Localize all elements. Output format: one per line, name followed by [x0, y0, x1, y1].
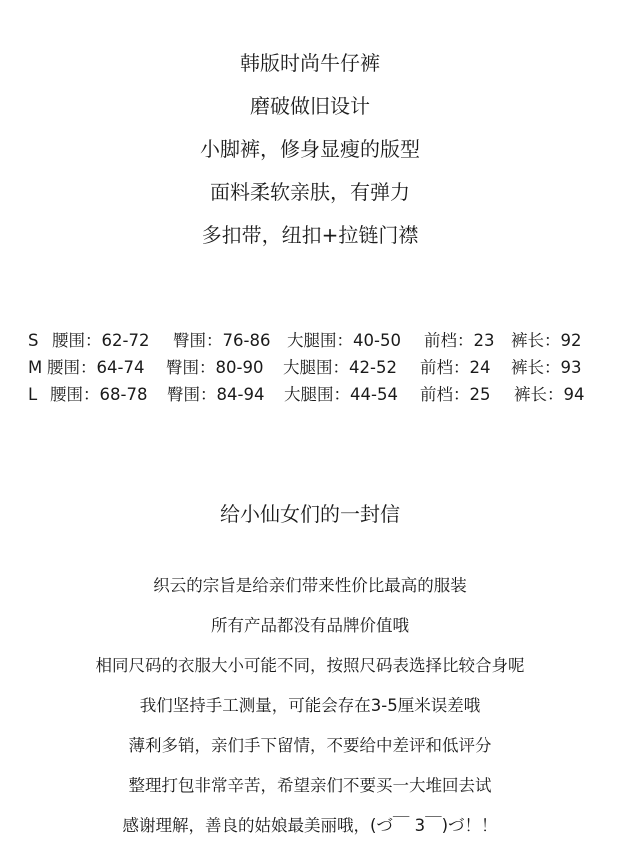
size-label: L — [28, 385, 38, 404]
length-measure: 裤长：94 — [514, 385, 585, 404]
size-row-s — [28, 327, 603, 354]
size-label: S — [28, 331, 39, 350]
thigh-measure: 大腿围：44-54 — [284, 385, 398, 404]
size-chart — [28, 327, 603, 408]
rise-measure: 前档：25 — [420, 385, 491, 404]
feature-line: 磨破做旧设计 — [250, 94, 370, 118]
rise-measure: 前档：23 — [424, 331, 495, 350]
product-features — [0, 42, 620, 257]
letter-line: 整理打包非常辛苦，希望亲们不要买一大堆回去试 — [128, 776, 492, 795]
letter-line: 我们坚持手工测量，可能会存在3-5厘米误差哦 — [139, 696, 481, 715]
letter-title: 给小仙女们的一封信 — [220, 502, 400, 526]
length-measure: 裤长：93 — [511, 358, 582, 377]
letter-line: 所有产品都没有品牌价值哦 — [211, 616, 409, 635]
feature-line: 面料柔软亲肤，有弹力 — [210, 180, 410, 204]
rise-measure: 前档：24 — [420, 358, 491, 377]
letter-line: 相同尺码的衣服大小可能不同，按照尺码表选择比较合身呢 — [95, 656, 525, 675]
feature-line: 韩版时尚牛仔裤 — [240, 51, 380, 75]
size-row-m — [28, 354, 603, 381]
hip-measure: 臀围：84-94 — [167, 385, 265, 404]
letter-line: 薄利多销，亲们手下留情，不要给中差评和低评分 — [128, 736, 492, 755]
letter-line: 感谢理解，善良的姑娘最美丽哦，(づ￣ 3￣)づ！！ — [122, 816, 498, 835]
waist-measure: 腰围：62-72 — [52, 331, 150, 350]
waist-measure: 腰围：64-74 — [47, 358, 145, 377]
thigh-measure: 大腿围：42-52 — [283, 358, 397, 377]
waist-measure: 腰围：68-78 — [50, 385, 148, 404]
size-row-l — [28, 381, 603, 408]
size-label: M — [28, 358, 43, 377]
letter-line: 织云的宗旨是给亲们带来性价比最高的服装 — [153, 576, 467, 595]
letter-body — [0, 566, 620, 846]
length-measure: 裤长：92 — [511, 331, 582, 350]
hip-measure: 臀围：80-90 — [166, 358, 264, 377]
feature-line: 多扣带，纽扣+拉链门襟 — [201, 223, 419, 247]
feature-line: 小脚裤，修身显瘦的版型 — [200, 137, 420, 161]
hip-measure: 臀围：76-86 — [173, 331, 271, 350]
thigh-measure: 大腿围：40-50 — [287, 331, 401, 350]
